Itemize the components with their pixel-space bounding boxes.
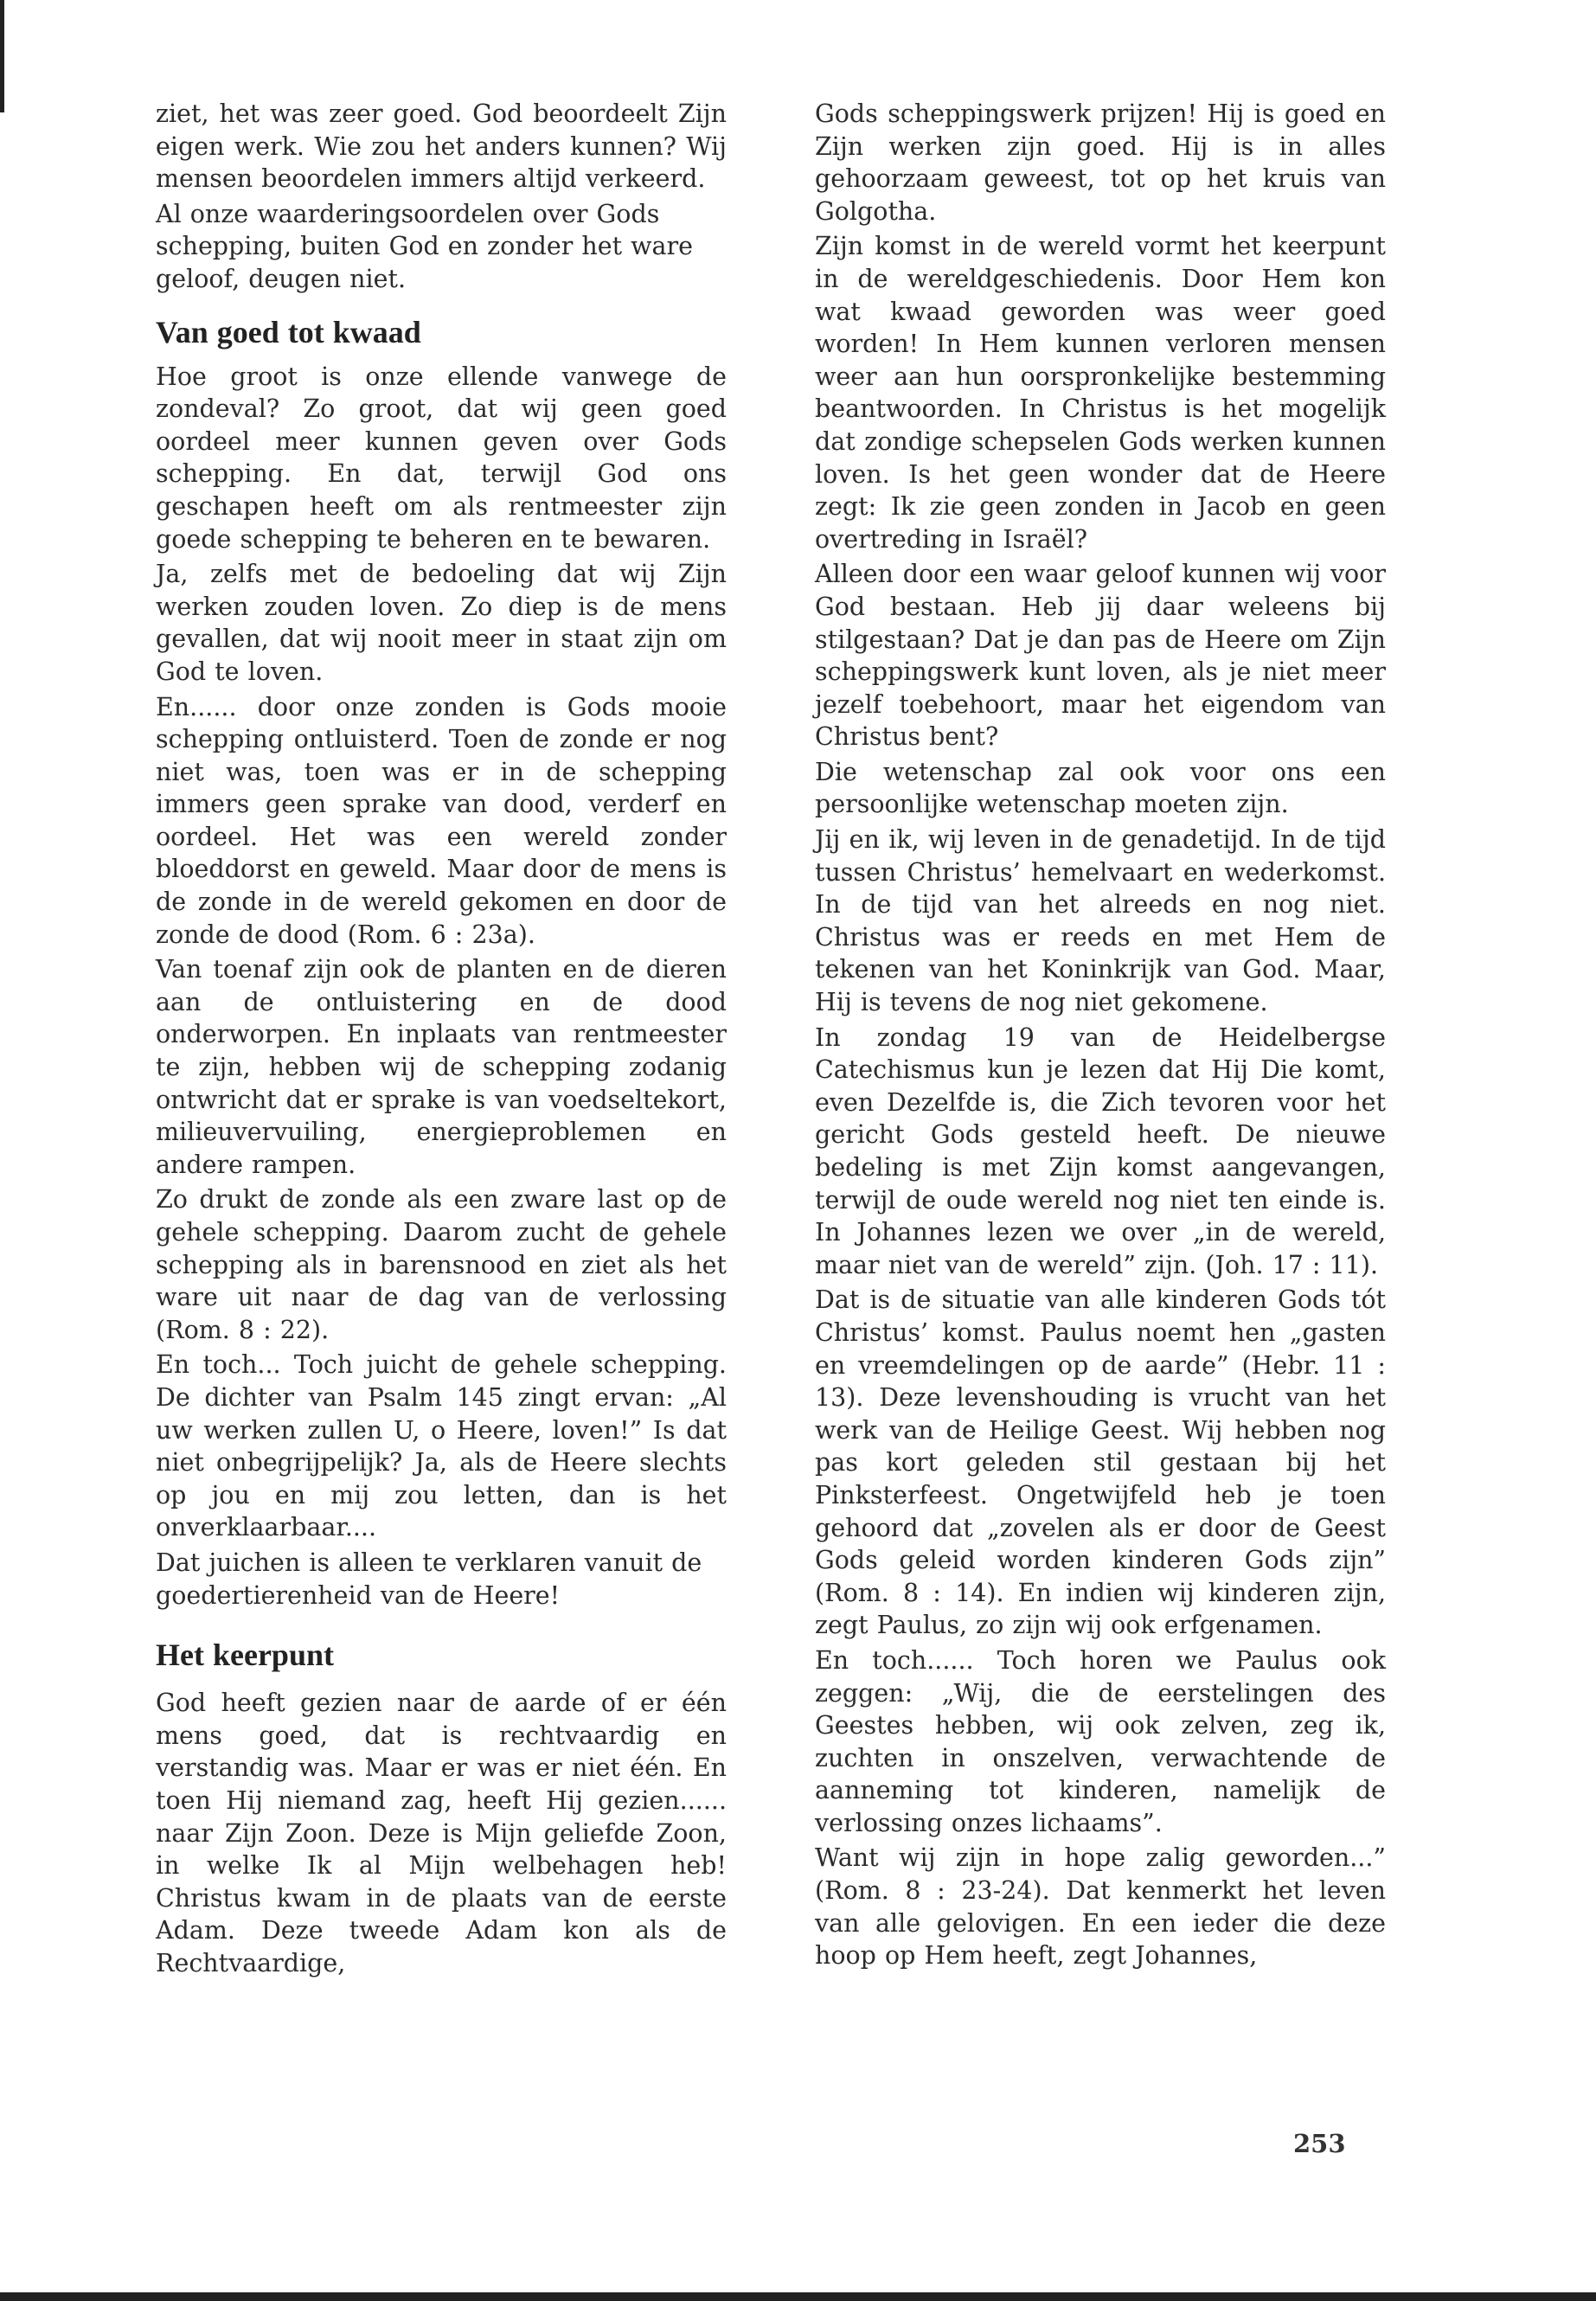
- paragraph: God heeft gezien naar de aarde of er één mens goed, dat is rechtvaardig en verstandig was. Maar er was er niet één. En toen Hij niemand zag, heeft Hij gezien...... naar Zijn Zoon. Deze is Mijn geliefde Zoon, in welke Ik al Mijn welbehagen heb! Christus kwam in de plaats van de eerste Adam. Deze tweede Adam kon als de Rechtvaardige,: [156, 1689, 727, 1977]
- paragraph: Alleen door een waar geloof kunnen wij voor God bestaan. Heb jij daar weleens bij stilgestaan? Dat je dan pas de Heere om Zijn scheppingswerk kunt loven, als je niet meer jezelf toebehoort, maar het eigendom van Christus bent?: [815, 560, 1386, 752]
- paragraph: Zo drukt de zonde als een zware last op de gehele schepping. Daarom zucht de gehele schepping als in barensnood en ziet als het ware uit naar de dag van de verlossing (Rom. 8 : 22).: [156, 1185, 727, 1344]
- section-heading: Van goed tot kwaad: [156, 314, 421, 349]
- paragraph: Dat juichen is alleen te verklaren vanuit de goedertierenheid van de Heere!: [156, 1548, 702, 1610]
- right-column: [815, 98, 1386, 1975]
- paragraph: Van toenaf zijn ook de planten en de dieren aan de ontluistering en de dood onderworpen. En inplaats van rentmeester te zijn, hebben wij de schepping zodanig ontwricht dat er sprake is van voedseltekort, milieuvervuiling, energieproblemen en andere rampen.: [156, 955, 727, 1179]
- section-heading: Het keerpunt: [156, 1638, 334, 1673]
- paragraph: Hoe groot is onze ellende vanwege de zondeval? Zo groot, dat wij geen goed oordeel meer kunnen geven over Gods schepping. En dat, terwijl God ons geschapen heeft om als rentmeester zijn goede schepping te beheren en te bewaren.: [156, 362, 727, 554]
- paragraph: Al onze waarderingsoordelen over Gods schepping, buiten God en zonder het ware geloof, deugen niet.: [156, 199, 694, 293]
- paragraph: ziet, het was zeer goed. God beoordeelt Zijn eigen werk. Wie zou het anders kunnen? Wij mensen beoordelen immers altijd verkeerd.: [156, 99, 727, 194]
- paragraph: Dat is de situatie van alle kinderen Gods tót Christus’ komst. Paulus noemt hen „gasten en vreemdelingen op de aarde” (Hebr. 11 : 13). Deze levenshouding is vrucht van het werk van de Heilige Geest. Wij hebben nog pas kort geleden stil gestaan bij het Pinksterfeest. Ongetwijfeld heb je toen gehoord dat „zovelen als er door de Geest Gods geleid worden kinderen Gods zijn” (Rom. 8 : 14). En indien wij kinderen zijn, zegt Paulus, zo zijn wij ook erfgenamen.: [815, 1285, 1386, 1640]
- bottom-edge-bar: [0, 2292, 1596, 2301]
- paragraph: In zondag 19 van de Heidelbergse Catechismus kun je lezen dat Hij Die komt, even Dezelfde is, die Zich tevoren voor het gericht Gods gesteld heeft. De nieuwe bedeling is met Zijn komst aangevangen, terwijl de oude wereld nog niet ten einde is. In Johannes lezen we over „in de wereld, maar niet van de wereld” zijn. (Joh. 17 : 11).: [815, 1022, 1386, 1279]
- paragraph: Ja, zelfs met de bedoeling dat wij Zijn werken zouden loven. Zo diep is de mens gevallen, dat wij nooit meer in staat zijn om God te loven.: [156, 560, 727, 686]
- paragraph: Want wij zijn in hope zalig geworden...” (Rom. 8 : 23-24). Dat kenmerkt het leven van alle gelovigen. En een ieder die deze hoop op Hem heeft, zegt Johannes,: [815, 1843, 1386, 1971]
- left-column: [156, 98, 727, 1982]
- paragraph: En toch...... Toch horen we Paulus ook zeggen: „Wij, die de eerstelingen des Geestes hebben, wij ook zelven, zeg ik, zuchten in onszelven, verwachtende de aanneming tot kinderen, namelijk de verlossing onzes lichaams”.: [815, 1645, 1386, 1837]
- paragraph: Gods scheppingswerk prijzen! Hij is goed en Zijn werken zijn goed. Hij is in alles gehoorzaam geweest, tot op het kruis van Golgotha.: [815, 99, 1386, 226]
- paragraph: Jij en ik, wij leven in de genadetijd. In de tijd tussen Christus’ hemelvaart en wederkomst. In de tijd van het alreeds en nog niet. Christus was er reeds en met Hem de tekenen van het Koninkrijk van God. Maar, Hij is tevens de nog niet gekomene.: [815, 825, 1386, 1017]
- page-number: 253: [1293, 2129, 1346, 2158]
- paragraph: Zijn komst in de wereld vormt het keerpunt in de wereldgeschiedenis. Door Hem kon wat kwaad geworden was weer goed worden! In Hem kunnen verloren mensen weer aan hun oorspronkelijke bestemming beantwoorden. In Christus is het mogelijk dat zondige schepselen Gods werken kunnen loven. Is het geen wonder dat de Heere zegt: Ik zie geen zonden in Jacob en geen overtreding in Israël?: [815, 232, 1386, 554]
- page-edge-line: [0, 0, 4, 112]
- paragraph: En...... door onze zonden is Gods mooie schepping ontluisterd. Toen de zonde er nog niet was, toen was er in de schepping immers geen sprake van dood, verderf en oordeel. Het was een wereld zonder bloeddorst en geweld. Maar door de mens is de zonde in de wereld gekomen en door de zonde de dood (Rom. 6 : 23a).: [156, 692, 727, 949]
- paragraph: Die wetenschap zal ook voor ons een persoonlijke wetenschap moeten zijn.: [815, 757, 1386, 819]
- paragraph: En toch... Toch juicht de gehele schepping. De dichter van Psalm 145 zingt ervan: „Al uw werken zullen U, o Heere, loven!” Is dat niet onbegrijpelijk? Ja, als de Heere slechts op jou en mij zou letten, dan is het onverklaarbaar....: [156, 1350, 727, 1542]
